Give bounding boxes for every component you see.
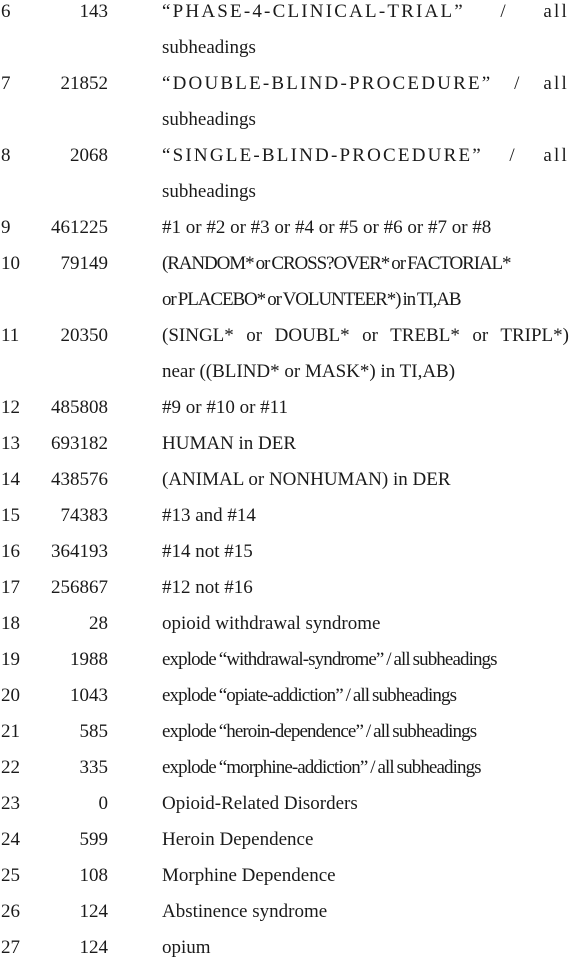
search-query	[162, 498, 569, 534]
row-number: 20	[1, 685, 20, 706]
result-count: 0	[98, 793, 108, 814]
query-line: explode “morphine-addiction” / all subheadings	[162, 757, 481, 778]
row-number: 26	[1, 901, 20, 922]
table-row	[0, 66, 569, 138]
result-count: 79149	[60, 253, 108, 274]
search-query	[162, 606, 569, 642]
search-query	[162, 534, 569, 570]
table-row	[0, 426, 569, 462]
search-query	[162, 930, 569, 966]
row-number: 27	[1, 937, 20, 958]
search-query	[162, 210, 569, 246]
row-number: 8	[1, 145, 11, 166]
query-line: explode “opiate-addiction” / all subheadings	[162, 685, 457, 706]
search-query	[162, 786, 569, 822]
search-query	[162, 714, 569, 750]
table-row	[0, 678, 569, 714]
result-count: 21852	[60, 73, 108, 94]
table-row	[0, 750, 569, 786]
search-query	[162, 426, 569, 462]
result-count: 20350	[60, 325, 108, 346]
query-line: Heroin Dependence	[162, 829, 314, 850]
search-query	[162, 678, 569, 714]
search-query	[162, 246, 569, 318]
result-count: 461225	[51, 217, 108, 238]
query-line: subheadings	[162, 181, 256, 202]
search-query	[162, 318, 569, 390]
row-number: 16	[1, 541, 20, 562]
query-line: #1 or #2 or #3 or #4 or #5 or #6 or #7 or #8	[162, 217, 492, 238]
result-count: 693182	[51, 433, 108, 454]
query-line: explode “heroin-dependence” / all subheadings	[162, 721, 477, 742]
result-count: 599	[79, 829, 108, 850]
result-count: 438576	[51, 469, 108, 490]
query-line: subheadings	[162, 109, 256, 130]
row-number: 17	[1, 577, 20, 598]
result-count: 108	[79, 865, 108, 886]
result-count: 1988	[70, 649, 108, 670]
search-query	[162, 642, 569, 678]
row-number: 10	[1, 253, 20, 274]
row-number: 19	[1, 649, 20, 670]
table-row	[0, 318, 569, 390]
query-line: “PHASE-4-CLINICAL-TRIAL” / all	[162, 1, 569, 22]
table-row	[0, 210, 569, 246]
result-count: 124	[79, 901, 108, 922]
query-line: #13 and #14	[162, 505, 256, 526]
table-row	[0, 462, 569, 498]
search-query	[162, 138, 569, 210]
row-number: 22	[1, 757, 20, 778]
row-number: 12	[1, 397, 20, 418]
row-number: 21	[1, 721, 20, 742]
query-line: explode “withdrawal-syndrome” / all subheadings	[162, 649, 497, 670]
query-line: Abstinence syndrome	[162, 901, 328, 922]
row-number: 15	[1, 505, 20, 526]
table-row	[0, 822, 569, 858]
query-line: subheadings	[162, 37, 256, 58]
row-number: 9	[1, 217, 11, 238]
table-row	[0, 390, 569, 426]
row-number: 11	[1, 325, 20, 346]
row-number: 25	[1, 865, 20, 886]
row-number: 6	[1, 1, 11, 22]
search-query	[162, 462, 569, 498]
search-query	[162, 570, 569, 606]
table-row	[0, 858, 569, 894]
search-query	[162, 390, 569, 426]
table-row	[0, 930, 569, 966]
result-count: 364193	[51, 541, 108, 562]
search-query	[162, 0, 569, 66]
result-count: 485808	[51, 397, 108, 418]
row-number: 7	[1, 73, 11, 94]
table-row	[0, 714, 569, 750]
query-line: or PLACEBO* or VOLUNTEER*) in TI,AB	[162, 289, 461, 310]
table-row	[0, 498, 569, 534]
result-count: 2068	[70, 145, 108, 166]
result-count: 585	[79, 721, 108, 742]
table-row	[0, 246, 569, 318]
search-query	[162, 894, 569, 930]
search-query	[162, 858, 569, 894]
table-row	[0, 534, 569, 570]
row-number: 13	[1, 433, 20, 454]
query-line: (RANDOM* or CROSS?OVER* or FACTORIAL*	[162, 253, 511, 274]
query-line: near ((BLIND* or MASK*) in TI,AB)	[162, 361, 456, 382]
search-query	[162, 750, 569, 786]
row-number: 23	[1, 793, 20, 814]
table-row	[0, 138, 569, 210]
row-number: 18	[1, 613, 20, 634]
result-count: 143	[79, 1, 108, 22]
result-count: 74383	[60, 505, 108, 526]
table-row	[0, 642, 569, 678]
query-line: HUMAN in DER	[162, 433, 297, 454]
result-count: 1043	[70, 685, 108, 706]
search-query	[162, 822, 569, 858]
query-line: opium	[162, 937, 211, 958]
row-number: 14	[1, 469, 20, 490]
result-count: 124	[79, 937, 108, 958]
query-line: opioid withdrawal syndrome	[162, 613, 381, 634]
query-line: “DOUBLE-BLIND-PROCEDURE” / all	[162, 73, 569, 94]
table-row	[0, 894, 569, 930]
search-query	[162, 66, 569, 138]
table-row	[0, 0, 569, 66]
table-row	[0, 786, 569, 822]
query-line: (ANIMAL or NONHUMAN) in DER	[162, 469, 451, 490]
result-count: 335	[79, 757, 108, 778]
query-line: Opioid-Related Disorders	[162, 793, 358, 814]
row-number: 24	[1, 829, 20, 850]
table-row	[0, 570, 569, 606]
query-line: #9 or #10 or #11	[162, 397, 288, 418]
query-line: #12 not #16	[162, 577, 253, 598]
result-count: 256867	[51, 577, 108, 598]
query-line: (SINGL* or DOUBL* or TREBL* or TRIPL*)	[162, 325, 569, 346]
query-line: “SINGLE-BLIND-PROCEDURE” / all	[162, 145, 569, 166]
query-line: Morphine Dependence	[162, 865, 336, 886]
result-count: 28	[89, 613, 108, 634]
query-line: #14 not #15	[162, 541, 253, 562]
table-row	[0, 606, 569, 642]
